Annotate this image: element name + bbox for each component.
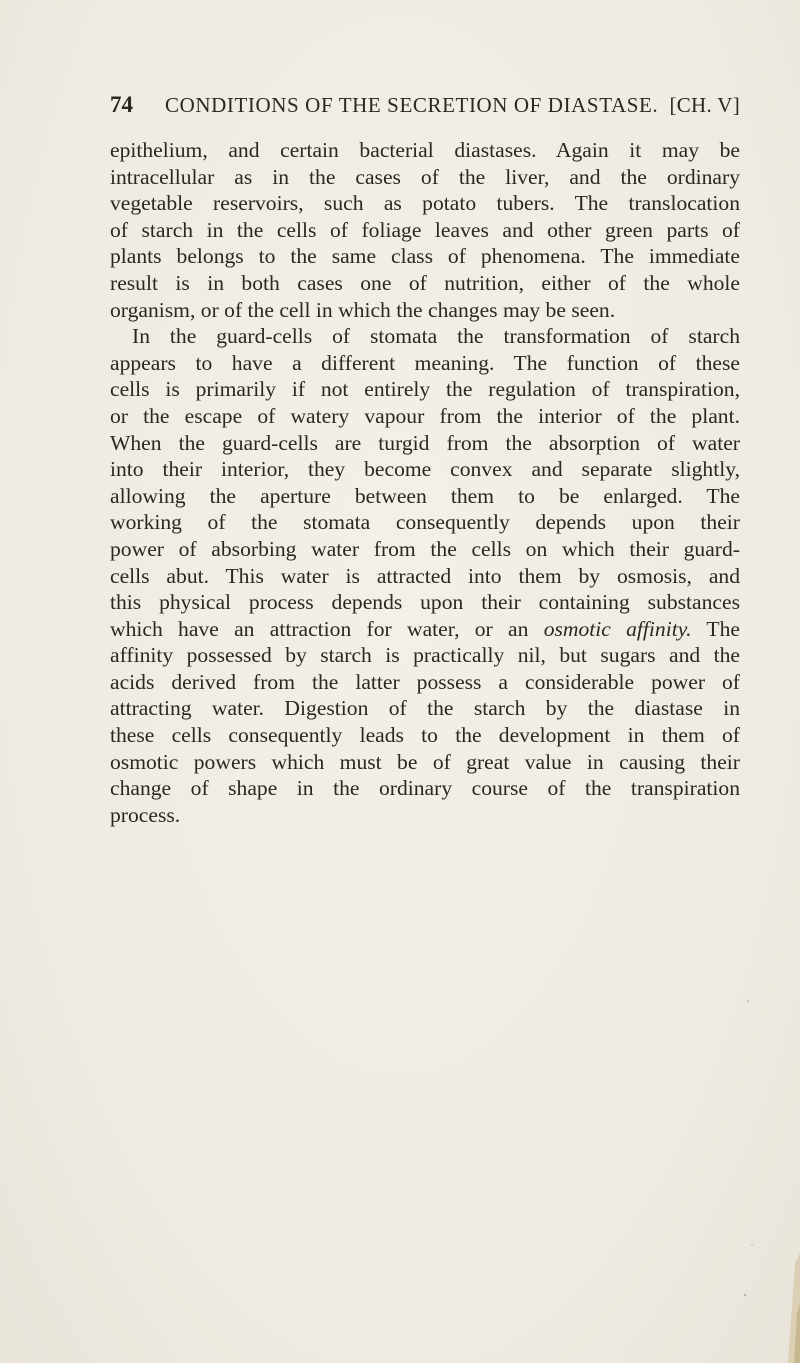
text-line: vegetable reservoirs, such as potato tubers. The translocation: [110, 191, 740, 216]
text-line: result is in both cases one of nutrition, either of the whole: [110, 270, 740, 295]
text-line: acids derived from the latter possess a considerable power of: [110, 669, 740, 694]
paragraph-end-line: process.: [110, 802, 181, 827]
text-line: cells is primarily if not entirely the regulation of transpiration,: [110, 377, 740, 402]
body-text: [110, 137, 740, 828]
text-line: allowing the aperture between them to be enlarged. The: [110, 483, 740, 508]
text-line: affinity possessed by starch is practically nil, but sugars and the: [110, 643, 740, 668]
text-segment: which have an attraction for water, or an: [110, 616, 529, 641]
chapter-label: [CH. V]: [669, 93, 740, 117]
text-line: plants belongs to the same class of phenomena. The immediate: [110, 244, 740, 269]
text-line: epithelium, and certain bacterial diastases. Again it may be: [110, 138, 740, 162]
text-line-with-italic: [110, 616, 740, 643]
text-line: working of the stomata consequently depends upon their: [110, 510, 740, 535]
running-head: [110, 90, 740, 120]
italic-term: osmotic affinity.: [543, 616, 692, 641]
text-line: these cells consequently leads to the development in them of: [110, 723, 740, 748]
text-line: appears to have a different meaning. The function of these: [110, 350, 740, 375]
text-line: or the escape of watery vapour from the interior of the plant.: [110, 403, 740, 428]
running-title: CONDITIONS OF THE SECRETION OF DIASTASE.: [165, 93, 659, 117]
paper-specks: [740, 983, 800, 1363]
text-line: When the guard-cells are turgid from the absorption of water: [110, 430, 740, 455]
text-line: attracting water. Digestion of the starch by the diastase in: [110, 696, 740, 721]
text-line: osmotic powers which must be of great value in causing their: [110, 749, 740, 774]
text-line: cells abut. This water is attracted into them by osmosis, and: [110, 563, 740, 588]
text-line: this physical process depends upon their containing substances: [110, 590, 740, 615]
text-line: change of shape in the ordinary course of the transpiration: [110, 776, 740, 801]
text-line: power of absorbing water from the cells on which their guard-: [110, 536, 740, 561]
text-line: of starch in the cells of foliage leaves and other green parts of: [110, 217, 740, 242]
page-number: 74: [110, 92, 133, 117]
paragraph-start-line: In the guard-cells of stomata the transformation of starch: [132, 324, 740, 349]
paragraph-end-line: organism, or of the cell in which the changes may be seen.: [110, 297, 616, 322]
text-segment: The: [706, 616, 740, 641]
text-line: intracellular as in the cases of the liver, and the ordinary: [110, 164, 740, 189]
text-line: into their interior, they become convex and separate slightly,: [110, 457, 740, 482]
